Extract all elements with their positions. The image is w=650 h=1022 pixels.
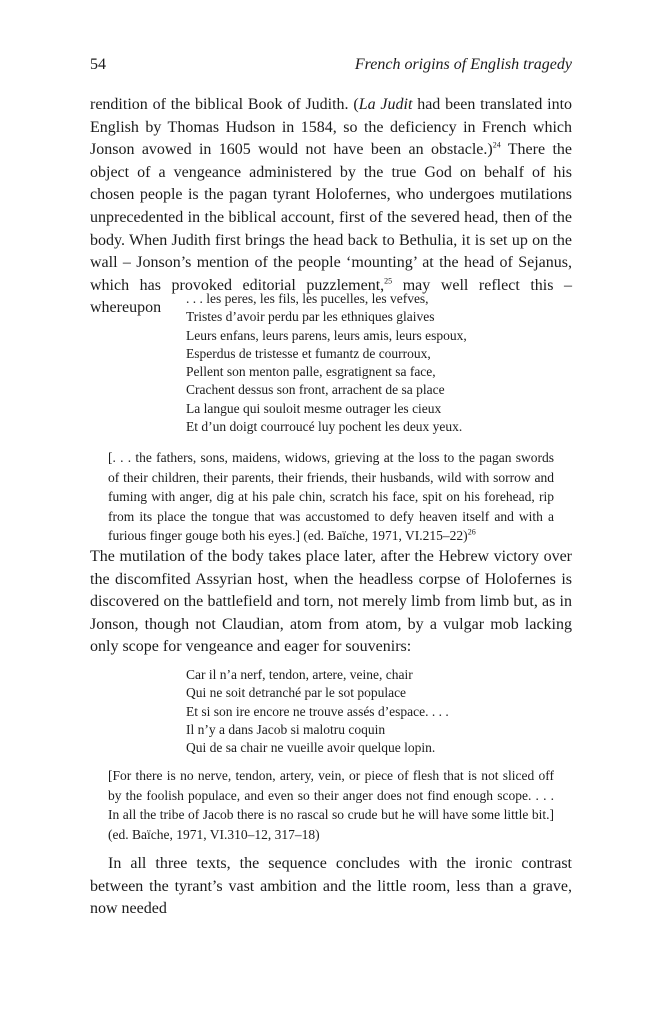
running-title: French origins of English tragedy: [354, 56, 572, 73]
footnote-ref-24[interactable]: 24: [492, 140, 501, 150]
paragraph-mutilation: The mutilation of the body takes place later, after the Hebrew victory over the discomfited Assyrian host, when the headless corpse of Holofernes is discovered on the battlefield and torn, not merely limb from limb but, as in Jonson, though not Claudian, atom from atom, by a vulgar mob lacking only scope for vengeance and eager for souvenirs:: [90, 548, 572, 656]
verse-line: Esperdus de tristesse et fumantz de courroux,: [186, 345, 431, 361]
verse-line: Et d’un doigt courroucé luy pochent les deux yeux.: [186, 419, 463, 435]
verse-line: Il n’y a dans Jacob si malotru coquin: [186, 721, 386, 737]
verse-line: La langue qui souloit mesme outrager les cieux: [186, 400, 442, 416]
verse-line: Et si son ire encore ne trouve assés d’espace. . . .: [186, 703, 449, 719]
translation-2: [For there is no nerve, tendon, artery, vein, or piece of flesh that is not sliced off by the foolish populace, and even so their anger does not find enough scope. . . . In all the tribe of Jacob there is no rascal so crude but he will have some little bit.] (ed. Baïche, 1971, VI.310–12, 317–18): [108, 768, 554, 842]
verse-line: Leurs enfans, leurs parens, leurs amis, leurs espoux,: [186, 327, 467, 343]
footnote-ref-25[interactable]: 25: [384, 276, 393, 286]
verse-line: Qui ne soit detranché par le sot populace: [186, 685, 407, 701]
verse-quotation-2: [186, 666, 572, 757]
page-number: 54: [90, 56, 106, 73]
verse-line: Tristes d’avoir perdu par les ethniques glaives: [186, 309, 435, 325]
paragraph-judith-intro: [90, 94, 572, 320]
para1-text-c: There the object of a vengeance administered by the true God on behalf of his chosen people is the pagan tyrant Holofernes, who undergoes mutilations unprecedented in the biblical account, first of the severed head, then of the body. When Judith first brings the head back to Bethulia, it is set up on the wall – Jonson’s mention of the people ‘mounting’ at the head of Sejanus, which has provoked editorial puzzlement,: [90, 141, 573, 294]
la-judit-title: La Judit: [358, 96, 413, 113]
para1-text-b: had been translated into English by Thomas Hudson in 1584, so the deficiency in French which Jonson avowed in 1605 would not have been an obstacle.): [90, 96, 573, 159]
para1-text-a: rendition of the biblical Book of Judith. (: [90, 96, 359, 113]
verse-line: Pellent son menton palle, esgratignent sa face,: [186, 364, 436, 380]
verse-line: Qui de sa chair ne vueille avoir quelque lopin.: [186, 740, 436, 756]
verse-quotation-1: [186, 290, 572, 436]
translation-1: [108, 448, 554, 546]
verse-line: Crachent dessus son front, arrachent de sa place: [186, 382, 445, 398]
verse-line: . . . les peres, les fils, les pucelles, les vefves,: [186, 291, 429, 306]
verse-line: Car il n’a nerf, tendon, artere, veine, chair: [186, 667, 413, 682]
paragraph-conclusion: In all three texts, the sequence concludes with the ironic contrast between the tyrant’s vast ambition and the little room, less than a grave, now needed: [90, 855, 572, 918]
footnote-ref-26[interactable]: 26: [467, 527, 476, 537]
para1-text-d: may well reflect this – whereupon: [90, 276, 573, 317]
translation-1-text: [. . . the fathers, sons, maidens, widows, grieving at the loss to the pagan swords of their children, their parents, their friends, their husbands, wild with sorrow and fuming with anger, dig at his pale chin, scratch his face, spit on his forehead, rip from its place the tongue that was accustomed to defy heaven itself and with a furious finger gouge both his eyes.] (ed. Baïche, 1971, VI.215–22): [108, 450, 554, 544]
running-header: [90, 56, 572, 80]
